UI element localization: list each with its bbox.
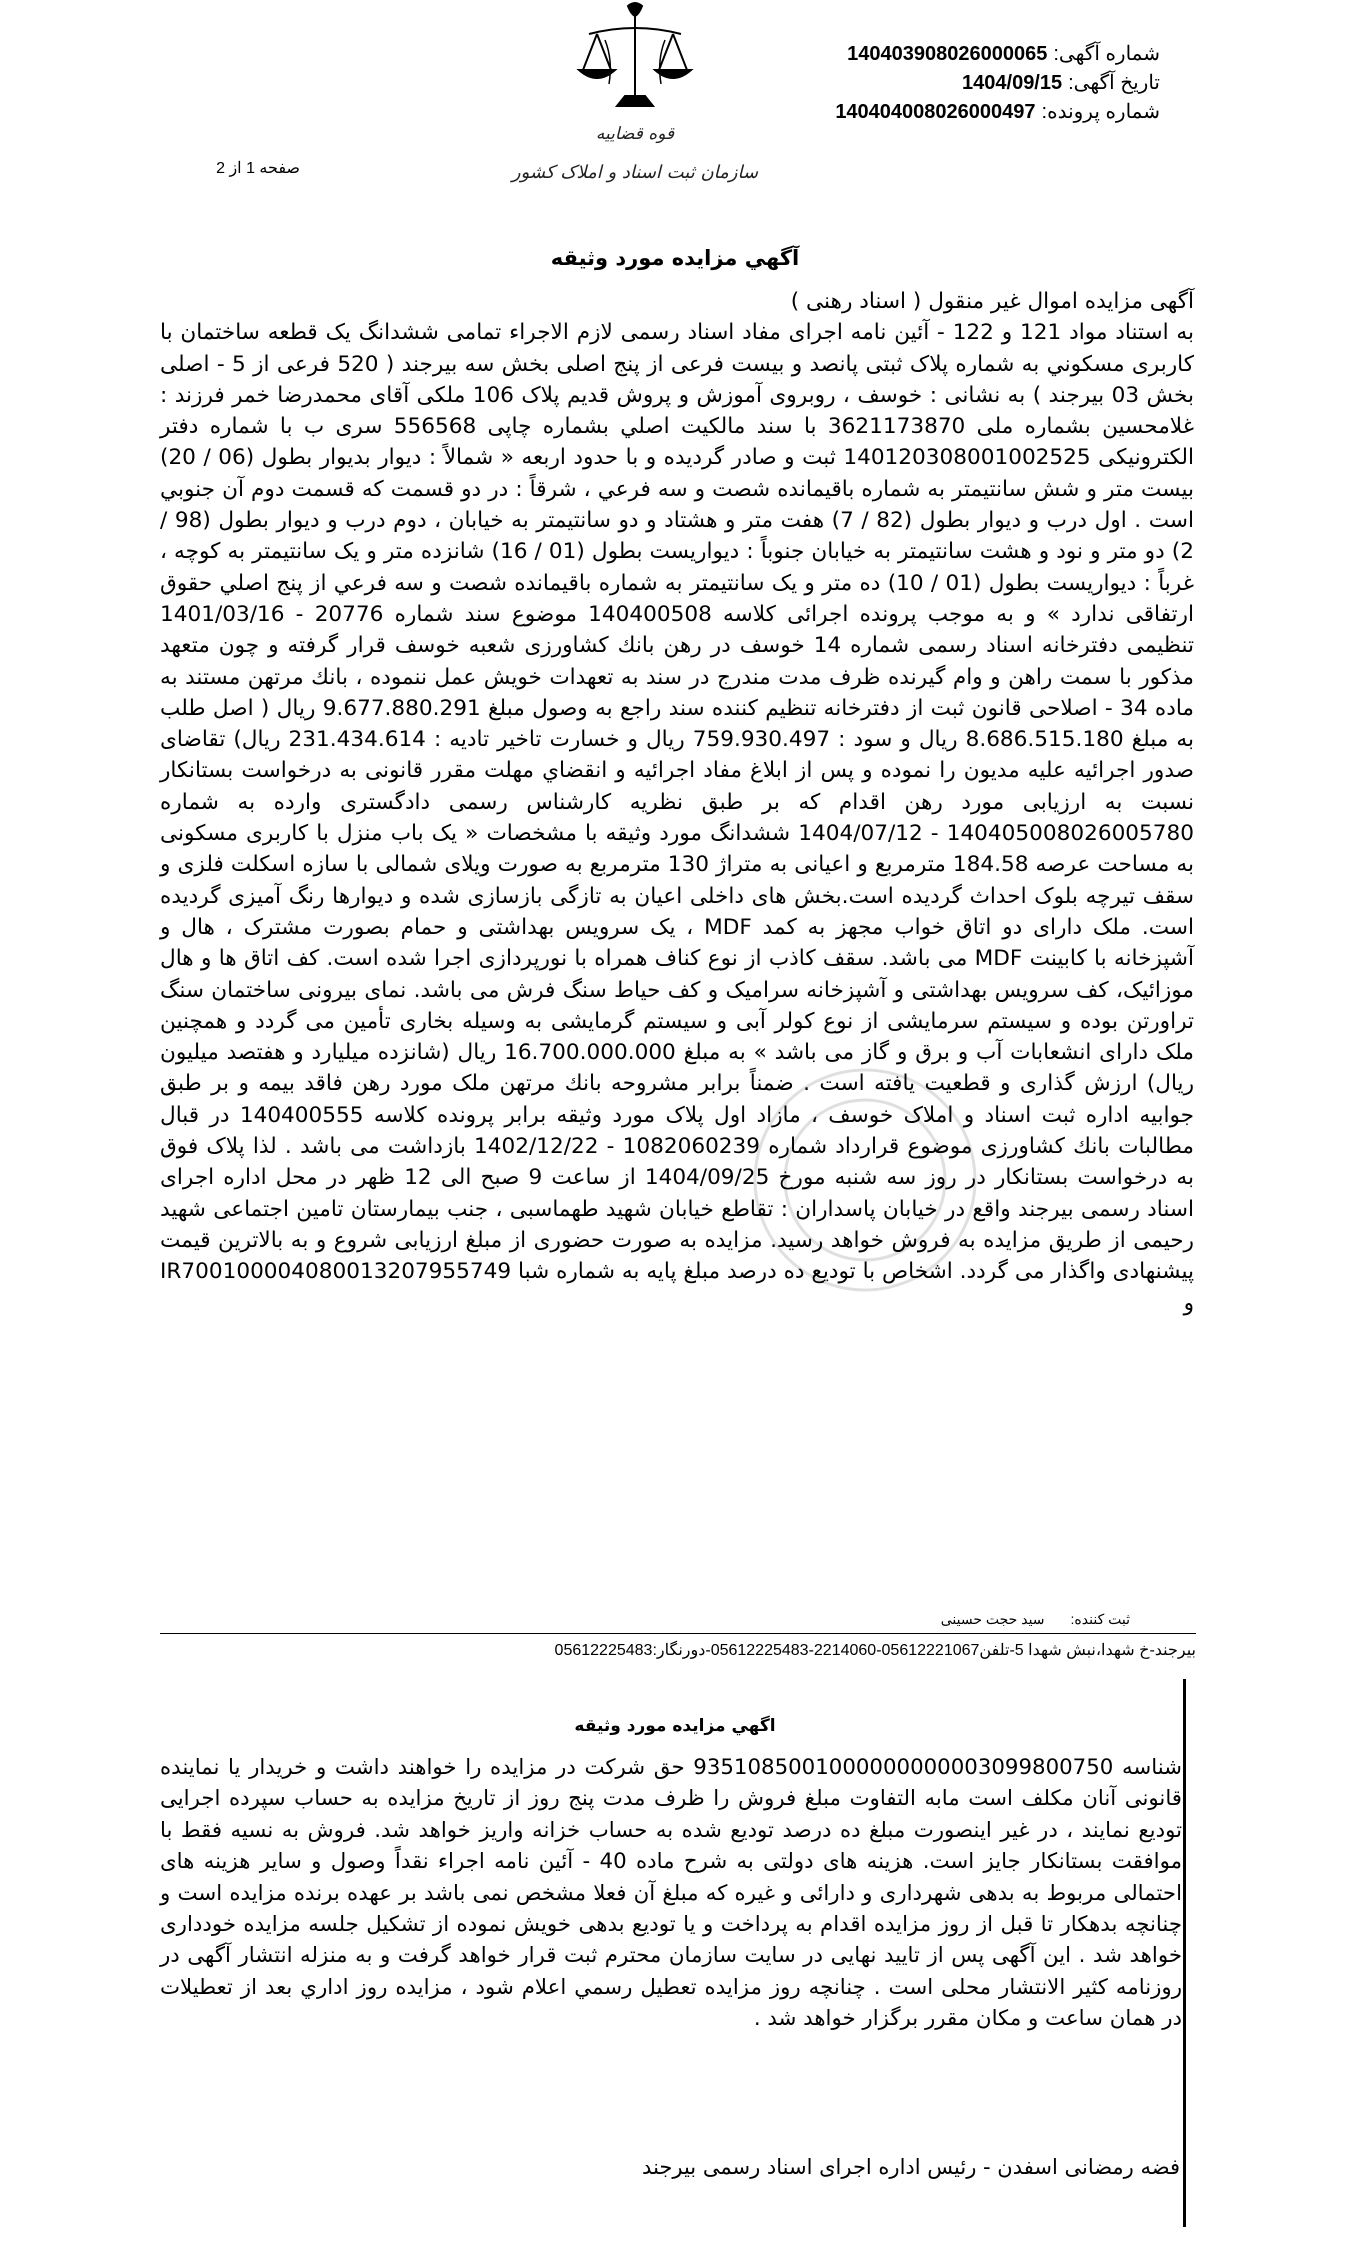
auction-body — [160, 286, 1194, 1319]
ad-number-label: شماره آگهی: — [1053, 43, 1160, 65]
continuation-title: اگهي مزايده مورد وثيقه — [574, 1716, 776, 1736]
auction-paragraph: به استناد مواد 121 و 122 - آئین نامه اجرای مفاد اسناد رسمی لازم الاجراء تمامی ششدانگ یک قطعه ساختمان با کاربری مسکوني به شماره پلاک ثبتی پانصد و بیست فرعی از پنج اصلی بخش سه بیرجند ( 520 فرعی از 5 - اصلی بخش 03 بیرجند ) به نشانی : خوسف ، روبروی آموزش و پروش قدیم پلاک 106 ملکی آقای محمدرضا خمر فرزند : غلامحسین بشماره ملی 3621173870 با سند مالکیت اصلي بشماره چاپی 556568 سری ب با شماره دفتر الکترونیکی 140120308001002525 ثبت و صادر گردیده و با حدود اربعه « شمالاً : دیوار بدیوار بطول (06 / 20) بیست متر و شش سانتیمتر به شماره باقیمانده شصت و سه فرعي ، شرقاً : در دو قسمت که قسمت دوم آن جنوبي است . اول درب و دیوار بطول (82 / 7) هفت متر و هشتاد و دو سانتیمتر به خیابان ، دوم درب و دیوار بطول (98 / 2) دو متر و نود و هشت سانتیمتر به خیابان جنوباً : دیواریست بطول (01 / 16) شانزده متر و یک سانتیمتر به کوچه ، غرباً : دیواریست بطول (01 / 10) ده متر و یک سانتیمتر به شماره باقیمانده شصت و سه فرعي از پنج اصلي حقوق ارتفاقی ندارد » و به موجب پرونده اجرائی کلاسه 140400508 موضوع سند شماره 20776 - 1401/03/16 تنظیمی دفترخانه اسناد رسمی شماره 14 خوسف در رهن بانك کشاورزی شعبه خوسف قرار گرفته و چون متعهد مذکور با سمت راهن و وام گیرنده ظرف مدت مندرج در سند به تعهدات خویش عمل ننموده ، بانك مرتهن مستند به ماده 34 - اصلاحی قانون ثبت از دفترخانه تنظیم کننده سند راجع به وصول مبلغ 9.677.880.291 ریال ( اصل طلب به مبلغ 8.686.515.180 ریال و سود : 759.930.497 ریال و خسارت تاخیر تادیه : 231.434.614 ریال) تقاضای صدور اجرائیه علیه مدیون را نموده و پس از ابلاغ مفاد اجرائیه و انقضاي مهلت مقرر قانونی به درخواست بستانکار نسبت به ارزیابی مورد رهن اقدام که بر طبق نظریه کارشناس رسمی دادگستری وارده به شماره 140405008026005780 - 1404/07/12 ششدانگ مورد وثیقه با مشخصات « یک باب منزل با کاربری مسکونی به مساحت عرصه 184.58 مترمربع و اعیانی به متراژ 130 مترمربع به صورت ویلای شمالی با سازه اسکلت فلزی و سقف تیرچه بلوک احداث گردیده است.بخش های داخلی اعیان به تازگی بازسازی شده و دیوارها رنگ آمیزی گردیده است. ملک دارای دو اتاق خواب مجهز به کمد MDF ، یک سرویس بهداشتی و حمام بصورت مشترک ، هال و آشپزخانه با کابینت MDF می باشد. سقف کاذب از نوع کناف همراه با نورپردازی اجرا شده است. کف اتاق ها و هال موزائیک، کف سرویس بهداشتی و آشپزخانه سرامیک و کف حیاط سنگ فرش می باشد. نمای بیرونی ساختمان سنگ تراورتن بوده و سیستم سرمایشی از نوع کولر آبی و سیستم گرمایشی به وسیله بخاری تأمین می گردد و همچنین ملک دارای انشعابات آب و برق و گاز می باشد » به مبلغ 16.700.000.000 ریال (شانزده میلیارد و هفتصد میلیون ریال) ارزش گذاری و قطعیت یافته است . ضمناً برابر مشروحه بانك مرتهن ملک مورد رهن فاقد بیمه و بر طبق جوابیه اداره ثبت اسناد و املاک خوسف ، مازاد اول پلاک مورد وثیقه برابر پرونده کلاسه 140400555 در قبال مطالبات بانك کشاورزی موضوع قرارداد شماره 1082060239 - 1402/12/22 بازداشت می باشد . لذا پلاک فوق به درخواست بستانکار در روز سه شنبه مورخ 1404/09/25 از ساعت 9 صبح الی 12 ظهر در محل اداره اجرای اسناد رسمی بیرجند واقع در خیابان پاسداران : تقاطع خیابان شهید طهماسبی ، جنب بیمارستان تامین اجتماعی شهید رحیمی از طریق مزایده به فروش خواهد رسید. مزایده به صورت حضوری از مبلغ ارزیابی شروع و به بالاترین قیمت پیشنهادی واگذار می گردد. اشخاص با تودیع ده درصد مبلغ پایه به شماره شبا IR700100004080013207955749 و — [160, 320, 1195, 1316]
recorder-name: سید حجت حسینی — [940, 1611, 1045, 1627]
case-number-label: شماره پرونده: — [1041, 101, 1160, 123]
ad-number-row — [760, 40, 1160, 69]
recorder-label: ثبت کننده: — [1070, 1611, 1130, 1627]
judiciary-emblem — [505, 0, 765, 200]
ad-number: 140403908026000065 — [847, 43, 1048, 65]
ad-metadata — [760, 40, 1160, 127]
case-number: 140404008026000497 — [835, 101, 1036, 123]
continuation-paragraph: شناسه 9351085001000000000003099800750 حق شرکت در مزایده را خواهند داشت و خریدار یا نماینده قانونی آنان مکلف است مابه التفاوت مبلغ فروش را ظرف مدت پنج روز از تاریخ مزایده به حساب سپرده اجرایی تودیع نمایند ، در غیر اینصورت مبلغ ده درصد تودیع شده به حساب خزانه واریز خواهد شد. فروش به نسیه فقط با موافقت بستانکار جایز است. هزینه های دولتی به شرح ماده 40 - آئین نامه اجراء نقداً وصول و سایر هزینه های احتمالی مربوط به بدهی شهرداری و دارائی و غیره که مبلغ آن فعلا مشخص نمی باشد بر عهده برنده مزایده است و چنانچه بدهکار تا قبل از روز مزایده اقدام به پرداخت و یا تودیع بدهی خویش نموده از تشکیل جلسه مزایده خودداری خواهد شد . این آگهی پس از تایید نهایی در سایت سازمان محترم ثبت قرار خواهد گرفت و به منزله انتشار آگهی در روزنامه کثیر الانتشار محلی است . چنانچه روز مزایده تعطیل رسمي اعلام شود ، مزایده روز اداري بعد از تعطیلات در همان ساعت و مکان مقرر برگزار خواهد شد . — [160, 1755, 1182, 2032]
ad-date-label: تاریخ آگهی: — [1068, 72, 1160, 94]
emblem-caption-judiciary: قوه قضاییه — [595, 124, 675, 144]
auction-title: آگهي مزايده مورد وثيقه — [550, 246, 800, 270]
signature-line: فضه رمضانی اسفدن - رئیس اداره اجرای اسناد رسمی بیرجند — [642, 2155, 1180, 2179]
page-number: صفحه 1 از 2 — [216, 160, 300, 177]
continuation-border — [1183, 1679, 1186, 2227]
case-number-row — [760, 98, 1160, 127]
recorder-line — [530, 1611, 1130, 1628]
divider — [160, 1633, 1196, 1634]
office-address: بیرجند-خ شهدا،نبش شهدا 5-تلفن05612221067-2214060-05612225483-دورنگار:05612225483 — [554, 1642, 1196, 1659]
ad-date-row — [760, 69, 1160, 98]
auction-subtitle: آگهی مزایده اموال غیر منقول ( اسناد رهنی ) — [790, 289, 1194, 314]
scales-of-justice-icon — [505, 0, 765, 130]
emblem-caption-organization: سازمان ثبت اسناد و املاک کشور — [511, 162, 759, 183]
continuation-body — [160, 1752, 1182, 2035]
ad-date: 1404/09/15 — [962, 72, 1063, 94]
